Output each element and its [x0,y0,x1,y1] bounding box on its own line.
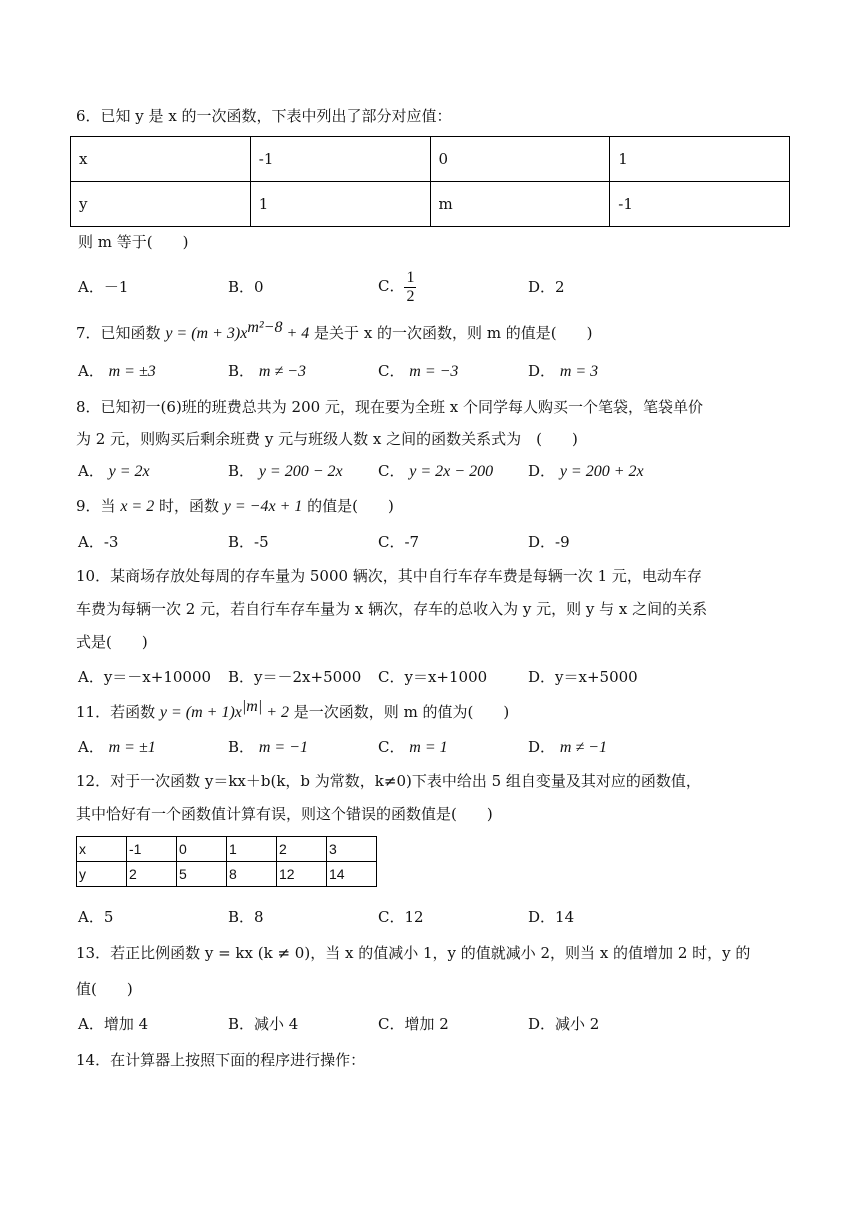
option-math: m = ±3 [108,363,156,380]
option-label: A． [78,362,104,380]
table-cell: 5 [177,862,227,887]
q9-pre: 9．当 [76,497,121,515]
q10-line1: 10．某商场存放处每周的存车量为 5000 辆次，其中自行车存车费是每辆一次 1 元，电动车存 [76,567,702,585]
table-cell: 1 [250,182,430,227]
table-cell: -1 [610,182,790,227]
table-cell: x [77,837,127,862]
q7-stem [76,319,593,344]
q7-option-a [78,361,156,382]
q11-option-c [378,737,448,758]
option-math: y = 200 − 2x [258,463,343,480]
option-math: m = 1 [409,739,448,756]
fraction-denominator: 2 [406,287,415,305]
q12-table [76,836,377,887]
table-cell: x [71,137,251,182]
q9-mid: 时，函数 [154,497,224,515]
q11-math2: + 2 [262,704,290,721]
q13-option-d: D．减小 2 [528,1015,600,1033]
table-cell: 12 [277,862,327,887]
option-math: m ≠ −3 [258,363,306,380]
table-cell: 8 [227,862,277,887]
q6-stem: 6．已知 y 是 x 的一次函数，下表中列出了部分对应值： [76,107,452,125]
table-cell: 2 [127,862,177,887]
q13-option-b: B．减小 4 [228,1015,299,1033]
q9-option-b: B．-5 [228,533,269,551]
q10-line2: 车费为每辆一次 2 元，若自行车存车量为 x 辆次，存车的总收入为 y 元，则 y 与 x 之间的关系 [76,600,708,618]
q8-line1: 8．已知初一(6)班的班费总共为 200 元，现在要为全班 x 个同学每人购买一个笔袋，笔袋单价 [76,398,703,416]
table-cell: 14 [327,862,377,887]
q11-option-b [228,737,308,758]
q12-option-b: B．8 [228,908,264,926]
q10-option-c: C．y＝x+1000 [378,668,488,686]
q9-post: 的值是( ) [302,497,394,515]
q8-option-a [78,461,150,482]
q11-pre: 11．若函数 [76,703,160,721]
table-cell: 3 [327,837,377,862]
q6-option-a: A．－1 [78,278,129,296]
option-label: D． [528,738,556,756]
q12-option-c: C．12 [378,908,424,926]
q6-option-c-label: C． [378,277,405,295]
q9-option-c: C．-7 [378,533,420,551]
option-label: A． [78,738,104,756]
option-math: y = 200 + 2x [559,463,644,480]
q10-option-d: D．y＝x+5000 [528,668,638,686]
table-cell: m [430,182,610,227]
option-math: y = 2x [108,463,150,480]
q10-option-a: A．y＝－x+10000 [78,668,212,686]
q11-option-a [78,737,156,758]
option-label: B． [228,738,255,756]
table-row [71,137,790,182]
option-label: D． [528,362,556,380]
q13-line1: 13．若正比例函数 y = kx (k ≠ 0)，当 x 的值减小 1，y 的值就减小 2，则当 x 的值增加 2 时，y 的 [76,944,751,962]
q11-option-d [528,737,607,758]
q14-stem: 14．在计算器上按照下面的程序进行操作： [76,1051,366,1069]
q9-stem [76,496,394,517]
q9-math1: x = 2 [120,498,155,515]
q7-post: 是关于 x 的一次函数，则 m 的值是( ) [309,324,593,342]
q8-line2: 为 2 元，则购买后剩余班费 y 元与班级人数 x 之间的函数关系式为 ( ) [76,430,578,448]
option-math: m = ±1 [108,739,156,756]
q11-exponent: |m| [241,698,263,715]
q7-option-c [378,361,458,382]
table-cell: 1 [227,837,277,862]
option-label: D． [528,462,556,480]
q10-option-b: B．y＝－2x+5000 [228,668,362,686]
option-label: C． [378,738,405,756]
q9-option-d: D．-9 [528,533,570,551]
q10-line3: 式是( ) [76,633,148,651]
q7-exponent: m²−8 [247,319,283,336]
table-row [77,862,377,887]
option-label: C． [378,462,405,480]
table-cell: y [77,862,127,887]
q12-option-d: D．14 [528,908,575,926]
q7-option-b [228,361,306,382]
q8-option-c [378,461,493,482]
table-cell: 0 [430,137,610,182]
option-math: m ≠ −1 [559,739,607,756]
table-cell: 1 [610,137,790,182]
q6-option-c [378,266,416,306]
option-label: B． [228,462,255,480]
q7-option-d [528,361,598,382]
q11-stem [76,698,510,723]
fraction-numerator: 1 [406,268,415,286]
option-label: B． [228,362,255,380]
table-cell: 0 [177,837,227,862]
table-cell: y [71,182,251,227]
q13-option-c: C．增加 2 [378,1015,449,1033]
option-label: A． [78,462,104,480]
table-cell: -1 [127,837,177,862]
q6-after: 则 m 等于( ) [78,233,189,251]
option-label: C． [378,362,405,380]
q7-pre: 7．已知函数 [76,324,166,342]
q9-option-a: A．-3 [78,533,119,551]
q11-math: y = (m + 1)x [159,704,242,721]
option-math: m = −3 [409,363,459,380]
q12-option-a: A．5 [78,908,114,926]
q13-line2: 值( ) [76,980,133,998]
q7-math: y = (m + 3)x [165,325,248,342]
q12-line2: 其中恰好有一个函数值计算有误，则这个错误的函数值是( ) [76,805,493,823]
option-math: y = 2x − 200 [409,463,494,480]
option-math: m = 3 [559,363,599,380]
fraction [404,269,416,306]
table-row [71,182,790,227]
q11-post: 是一次函数，则 m 的值为( ) [289,703,510,721]
q9-math2: y = −4x + 1 [223,498,303,515]
q8-option-d [528,461,644,482]
q8-option-b [228,461,343,482]
option-math: m = −1 [258,739,308,756]
table-cell: 2 [277,837,327,862]
table-cell: -1 [250,137,430,182]
table-row [77,837,377,862]
q6-table [70,136,790,227]
q6-option-b: B．0 [228,278,264,296]
q7-math2: + 4 [282,325,310,342]
q12-line1: 12．对于一次函数 y＝kx＋b(k，b 为常数，k≠0)下表中给出 5 组自变量及其对应的函数值， [76,772,701,790]
q13-option-a: A．增加 4 [78,1015,149,1033]
q6-option-d: D．2 [528,278,565,296]
